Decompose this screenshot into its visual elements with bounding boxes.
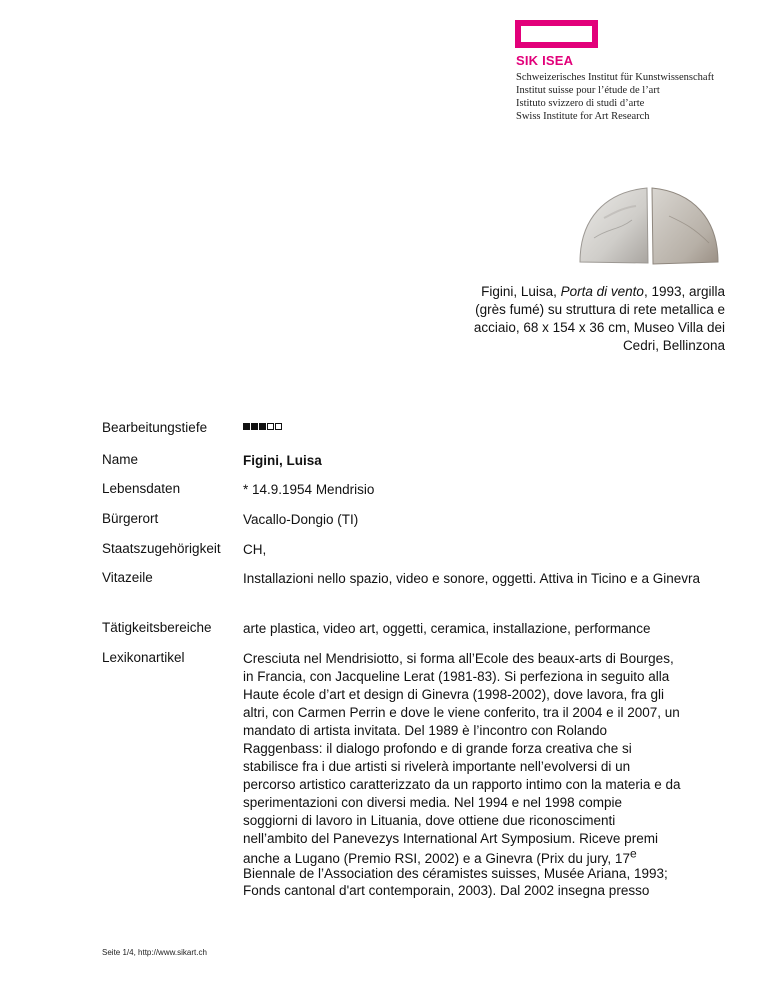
depth-square-empty — [267, 423, 274, 430]
article-line: anche a Lugano (Premio RSI, 2002) e a Ginevra (Prix du jury, 17 — [243, 851, 630, 866]
article-line: Biennale de l’Association des céramistes suisses, Musée Ariana, 1993; — [243, 866, 668, 881]
article-line: Haute école d’art et design di Ginevra (1998-2002), dove lavora, fra gli — [243, 687, 664, 702]
logo-brand: SIK ISEA — [516, 53, 574, 68]
article-line: Raggenbass: il dialogo profondo e di grande forza creativa che si — [243, 741, 632, 756]
article-line: altri, con Carmen Perrin e dove le viene conferito, tra il 2004 e il 2007, un — [243, 705, 680, 720]
article-line: mandato di artista invitata. Del 1989 è l’incontro con Rolando — [243, 723, 607, 738]
artwork-caption — [465, 283, 725, 355]
buergerort-label: Bürgerort — [102, 511, 159, 526]
article-line: Fonds cantonal d'art contemporain, 2003). Dal 2002 insegna presso — [243, 883, 650, 898]
article-line: sperimentazioni con diversi media. Nel 1994 e nel 1998 compie — [243, 795, 622, 810]
caption-details: , 1993, argilla (grès fumé) su struttura di rete metallica e acciaio, 68 x 154 x 36 cm, Museo Villa dei Cedri, Bellinzona — [473, 284, 725, 353]
lexikonartikel-label: Lexikonartikel — [102, 650, 185, 665]
article-line: soggiorni di lavoro in Lituania, dove ottiene due riconoscimenti — [243, 813, 616, 828]
page-footer: Seite 1/4, http://www.sikart.ch — [102, 948, 207, 957]
logo-frame — [515, 20, 598, 48]
artwork-image — [574, 168, 724, 276]
name-label: Name — [102, 452, 139, 467]
vitazeile-value: Installazioni nello spazio, video e sonore, oggetti. Attiva in Ticino e a Ginevra — [243, 571, 701, 586]
depth-square-empty — [275, 423, 282, 430]
article-line: stabilisce fra i due artisti si rivelerà importante nell’evolversi di un — [243, 759, 631, 774]
vitazeile-label: Vitazeile — [102, 570, 153, 585]
bearbeitungstiefe-label: Bearbeitungstiefe — [102, 420, 208, 435]
buergerort-value: Vacallo-Dongio (TI) — [243, 512, 359, 527]
logo-institute-lines — [516, 71, 714, 123]
article-line: in Francia, con Jacqueline Lerat (1981-83). Si perfeziona in seguito alla — [243, 669, 670, 684]
staatszugehoerigkeit-value: CH, — [243, 542, 267, 557]
article-line: Cresciuta nel Mendrisiotto, si forma all’Ecole des beaux-arts di Bourges, — [243, 651, 674, 666]
superscript: e — [629, 846, 637, 861]
article-line-with-superscript — [243, 846, 721, 866]
lebensdaten-label: Lebensdaten — [102, 481, 181, 496]
institute-line-it: Istituto svizzero di studi d’arte — [516, 98, 645, 109]
caption-artist: Figini, Luisa, — [481, 284, 561, 299]
lexikonartikel-text — [243, 650, 721, 900]
taetigkeitsbereiche-label: Tätigkeitsbereiche — [102, 620, 212, 635]
depth-square-filled — [259, 423, 266, 430]
lebensdaten-value: * 14.9.1954 Mendrisio — [243, 482, 375, 497]
institute-line-de: Schweizerisches Institut für Kunstwissenschaft — [516, 72, 714, 83]
article-line: nell’ambito del Panevezys International Art Symposium. Riceve premi — [243, 831, 658, 846]
taetigkeitsbereiche-value: arte plastica, video art, oggetti, ceramica, installazione, performance — [243, 621, 651, 636]
institute-line-en: Swiss Institute for Art Research — [516, 111, 650, 122]
name-value: Figini, Luisa — [243, 453, 322, 468]
institute-line-fr: Institut suisse pour l’étude de l’art — [516, 85, 660, 96]
staatszugehoerigkeit-label: Staatszugehörigkeit — [102, 541, 221, 556]
depth-square-filled — [243, 423, 250, 430]
depth-square-filled — [251, 423, 258, 430]
depth-rating — [243, 423, 282, 430]
caption-title: Porta di vento — [560, 284, 644, 299]
article-line: percorso artistico caratterizzato da un rapporto intimo con la materia e da — [243, 777, 681, 792]
